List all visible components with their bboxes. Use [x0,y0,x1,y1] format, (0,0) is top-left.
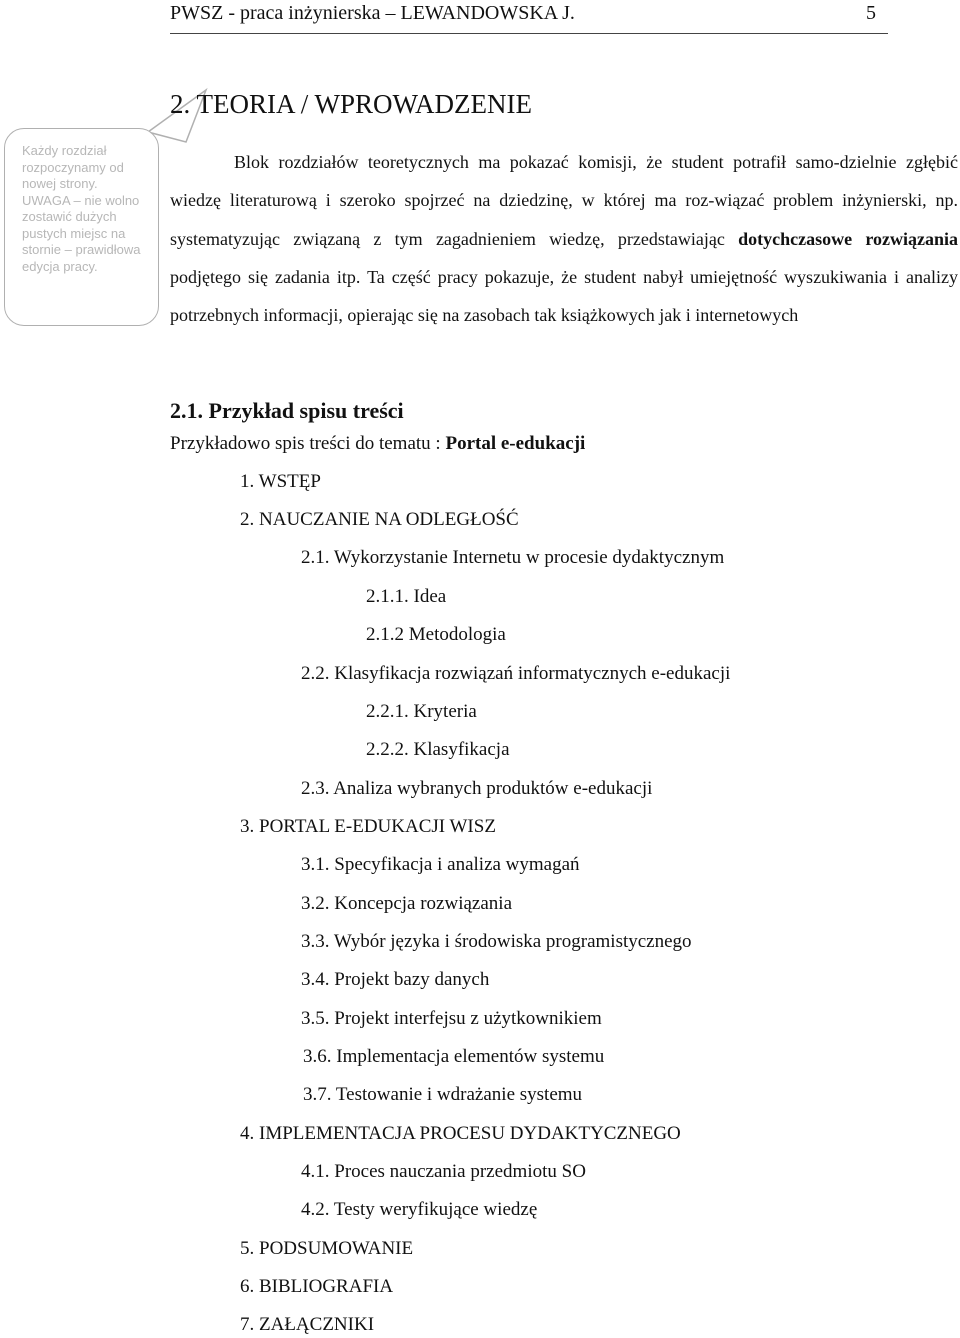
toc-item: 3.6. Implementacja elementów systemu [303,1046,605,1067]
toc-item: 2.3. Analiza wybranych produktów e-edukacji [301,778,653,799]
body-paragraph [170,143,958,334]
toc-item: 2.2. Klasyfikacja rozwiązań informatycznych e-edukacji [301,663,731,684]
toc-intro-topic: Portal e-edukacji [445,433,586,454]
toc-item: 2. NAUCZANIE NA ODLEGŁOŚĆ [240,509,519,530]
page-number: 5 [866,2,876,24]
toc-item: 3.3. Wybór języka i środowiska programistycznego [301,931,692,952]
toc-item: 4.1. Proces nauczania przedmiotu SO [301,1161,586,1182]
toc-item: 3.7. Testowanie i wdrażanie systemu [303,1084,583,1105]
toc-intro-prefix: Przykładowo spis treści do tematu : [170,433,446,454]
toc-item: 2.1.1. Idea [366,586,447,607]
section-title: 2. TEORIA / WPROWADZENIE [170,89,532,119]
toc-item: 7. ZAŁĄCZNIKI [240,1314,375,1335]
toc-item: 3.2. Koncepcja rozwiązania [301,893,513,914]
header-title: PWSZ - praca inżynierska – LEWANDOWSKA J. [170,2,575,24]
toc-item: 3. PORTAL E-EDUKACJI WISZ [240,816,496,837]
toc-item: 1. WSTĘP [240,471,321,492]
comment-callout [4,128,159,326]
toc-item: 2.1. Wykorzystanie Internetu w procesie dydaktycznym [301,547,725,568]
toc-intro [170,430,585,458]
toc-item: 3.5. Projekt interfejsu z użytkownikiem [301,1008,602,1029]
toc-item: 2.2.1. Kryteria [366,701,477,722]
toc-item: 5. PODSUMOWANIE [240,1238,414,1259]
body-text-part1: Blok rozdziałów teoretycznych ma pokazać komisji, że student potrafił samo-dzielnie zgłębić wiedzę literaturową i szeroko spojrzeć na dziedzinę, w której ma roz-wiązać problem inżynierski, np. systematyzując związaną z tym zagadnieniem wiedzę, przedstawiając [170,152,958,249]
toc-item: 4.2. Testy weryfikujące wiedzę [301,1199,538,1220]
toc-item: 2.2.2. Klasyfikacja [366,739,510,760]
toc-item: 3.4. Projekt bazy danych [301,969,490,990]
toc-item: 3.1. Specyfikacja i analiza wymagań [301,854,580,875]
body-text-bold: dotychczasowe rozwiązania [738,228,958,249]
body-text-part2: podjętego się zadania itp. Ta część pracy pokazuje, że student nabył umiejętność wyszukiwania i analizy potrzebnych informacji, opierając się na zasobach tak książkowych jak i internetowych [170,266,958,326]
toc-item: 4. IMPLEMENTACJA PROCESU DYDAKTYCZNEGO [240,1123,681,1144]
toc-item: 2.1.2 Metodologia [366,624,506,645]
subsection-title: 2.1. Przykład spisu treści [170,398,404,423]
toc-item: 6. BIBLIOGRAFIA [240,1276,394,1297]
callout-text: Każdy rozdział rozpoczynamy od nowej strony. UWAGA – nie wolno zostawić dużych pustych miejsc na stornie – prawidłowa edycja pracy. [22,143,141,274]
